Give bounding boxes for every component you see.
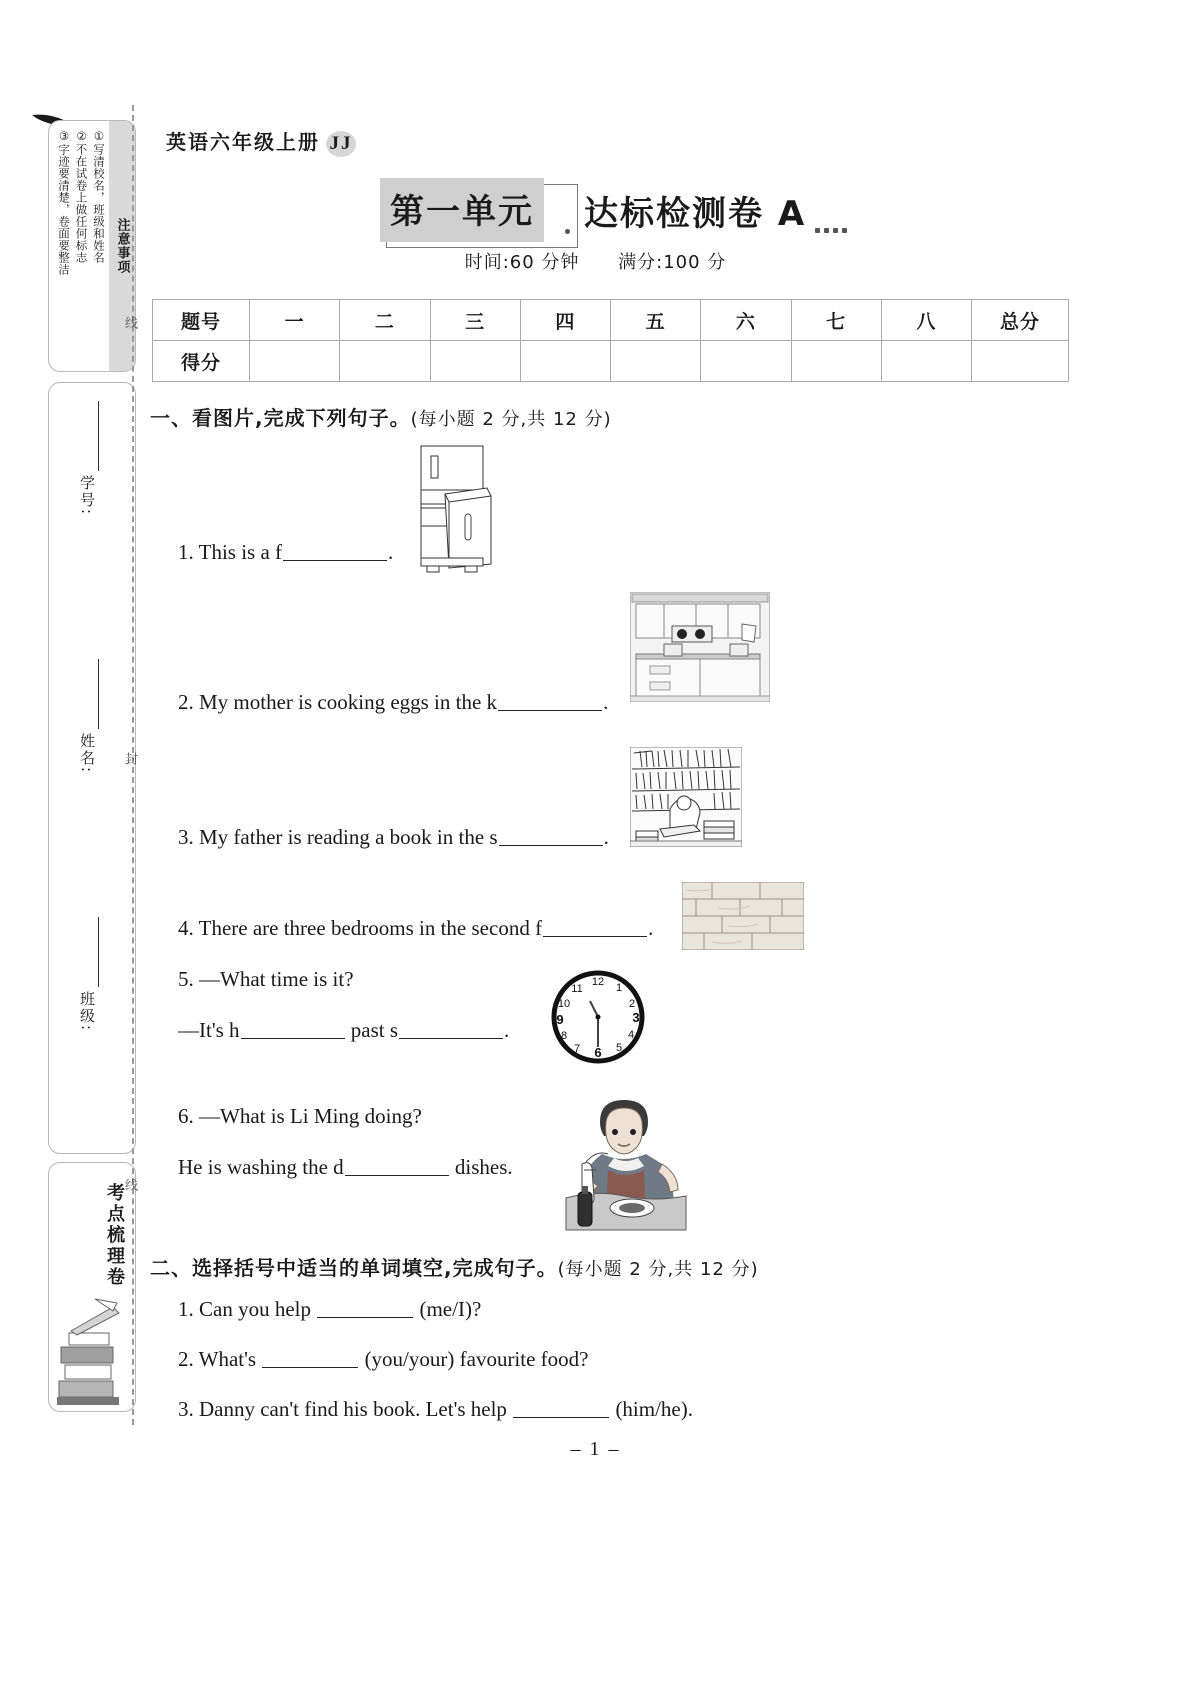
s1-q2-num: 2. bbox=[178, 690, 194, 714]
notice-title: 注意事项 bbox=[109, 121, 135, 371]
score-cell-3[interactable] bbox=[430, 341, 520, 382]
score-cell-4[interactable] bbox=[520, 341, 610, 382]
row-label-question-no: 题号 bbox=[153, 300, 250, 341]
paper-title bbox=[380, 178, 806, 242]
row-label-score: 得分 bbox=[153, 341, 250, 382]
s1-q5-answer-a: —It's h bbox=[178, 1018, 240, 1042]
s1-q4-answer-blank[interactable] bbox=[543, 918, 647, 937]
s1-q6-answer-a: He is washing the d bbox=[178, 1155, 344, 1179]
clock-image bbox=[548, 967, 648, 1067]
svg-text:4: 4 bbox=[627, 1029, 635, 1041]
col-header-2: 二 bbox=[340, 300, 430, 341]
score-cell-5[interactable] bbox=[611, 341, 701, 382]
s1-q6-line-1 bbox=[178, 1104, 513, 1129]
notice-item-1: ①写清校名，班级和姓名 bbox=[92, 129, 106, 264]
s1-q3-num: 3. bbox=[178, 825, 194, 849]
svg-text:2: 2 bbox=[628, 998, 636, 1010]
score-cell-6[interactable] bbox=[701, 341, 791, 382]
unit-title-wrap bbox=[380, 178, 544, 242]
subject-title: 英语六年级上册 JJ bbox=[166, 126, 356, 157]
table-row-question-no bbox=[153, 300, 1069, 341]
svg-text:7: 7 bbox=[573, 1043, 581, 1055]
col-header-5: 五 bbox=[611, 300, 701, 341]
svg-text:1: 1 bbox=[615, 982, 623, 994]
student-id-rule[interactable] bbox=[98, 401, 99, 471]
category-label: 考点梳理卷 bbox=[104, 1183, 125, 1288]
student-class-label: 班级: bbox=[78, 991, 96, 1033]
col-header-7: 七 bbox=[791, 300, 881, 341]
s1-q6-num: 6. bbox=[178, 1104, 194, 1128]
seal-word-middle: 封 bbox=[122, 752, 137, 767]
s1-q5-answer-blank-2[interactable] bbox=[399, 1020, 503, 1039]
score-cell-7[interactable] bbox=[791, 341, 881, 382]
seal-word-bottom: 线 bbox=[122, 1178, 137, 1193]
s1-q5-answer-b: past s bbox=[350, 1018, 399, 1042]
score-cell-total[interactable] bbox=[972, 341, 1069, 382]
page-footer: – 1 – bbox=[570, 1438, 621, 1460]
s2-question-3 bbox=[178, 1397, 693, 1422]
s1-question-6 bbox=[178, 1104, 513, 1180]
s1-q2-answer-blank[interactable] bbox=[498, 692, 602, 711]
student-name-rule[interactable] bbox=[98, 659, 99, 729]
col-header-8: 八 bbox=[881, 300, 971, 341]
unit-title-dot bbox=[565, 229, 570, 234]
section-2-points: (每小题 2 分,共 12 分) bbox=[557, 1259, 759, 1280]
s2-q3-answer-blank[interactable] bbox=[513, 1399, 609, 1418]
section-1-heading: 一、看图片,完成下列句子。(每小题 2 分,共 12 分) bbox=[150, 406, 612, 430]
s2-q2-text-a: What's bbox=[198, 1347, 257, 1371]
score-cell-1[interactable] bbox=[250, 341, 340, 382]
s1-q1-text-b: . bbox=[388, 540, 394, 564]
svg-text:11: 11 bbox=[571, 983, 583, 995]
svg-text:10: 10 bbox=[557, 998, 571, 1010]
s2-q2-answer-blank[interactable] bbox=[262, 1349, 358, 1368]
s1-q5-line-2 bbox=[178, 1018, 509, 1043]
s1-q5-prompt: —What time is it? bbox=[199, 967, 354, 991]
s2-q1-num: 1. bbox=[178, 1297, 194, 1321]
s1-question-3 bbox=[178, 825, 609, 850]
study-room-image bbox=[630, 747, 742, 847]
s2-q2-text-b: (you/your) favourite food? bbox=[364, 1347, 589, 1371]
books-decoration-icon bbox=[55, 1289, 127, 1407]
s2-q3-text-a: Danny can't find his book. Let's help bbox=[199, 1397, 507, 1421]
student-id-label: 学号: bbox=[78, 475, 96, 517]
s2-q1-text-b: (me/I)? bbox=[419, 1297, 482, 1321]
unit-title: 第一单元 bbox=[380, 178, 544, 242]
notice-item-2: ②不在试卷上做任何标志 bbox=[74, 129, 89, 264]
score-cell-8[interactable] bbox=[881, 341, 971, 382]
svg-text:3: 3 bbox=[632, 1010, 640, 1025]
s1-q1-num: 1. bbox=[178, 540, 194, 564]
s1-q5-num: 5. bbox=[178, 967, 194, 991]
table-row-score bbox=[153, 341, 1069, 382]
s1-q3-text-b: . bbox=[603, 825, 609, 849]
s1-q6-prompt: —What is Li Ming doing? bbox=[199, 1104, 422, 1128]
s1-q5-answer-blank-1[interactable] bbox=[241, 1020, 345, 1039]
exam-total-score: 满分:100 分 bbox=[618, 252, 727, 273]
s1-q3-text-a: My father is reading a book in the s bbox=[199, 825, 498, 849]
kitchen-image bbox=[630, 592, 770, 702]
svg-text:5: 5 bbox=[615, 1042, 623, 1054]
s1-q5-answer-c: . bbox=[504, 1018, 510, 1042]
floor-image bbox=[682, 882, 804, 950]
svg-text:6: 6 bbox=[594, 1045, 602, 1060]
col-header-4: 四 bbox=[520, 300, 610, 341]
notice-items bbox=[49, 121, 109, 371]
s2-question-2 bbox=[178, 1347, 589, 1372]
s1-q2-text-a: My mother is cooking eggs in the k bbox=[199, 690, 498, 714]
s1-question-2 bbox=[178, 690, 608, 715]
s1-question-1 bbox=[178, 540, 393, 565]
s2-q3-num: 3. bbox=[178, 1397, 194, 1421]
s1-q1-text-a: This is a f bbox=[198, 540, 283, 564]
s2-q3-text-b: (him/he). bbox=[615, 1397, 693, 1421]
boy-washing-dishes-image bbox=[562, 1092, 690, 1232]
s1-q4-text-a: There are three bedrooms in the second f bbox=[198, 916, 543, 940]
s1-q1-answer-blank[interactable] bbox=[283, 542, 387, 561]
refrigerator-image bbox=[415, 444, 495, 574]
col-header-total: 总分 bbox=[972, 300, 1069, 341]
score-table bbox=[152, 299, 1069, 382]
title-decor-dots bbox=[815, 228, 847, 233]
score-cell-2[interactable] bbox=[340, 341, 430, 382]
s1-q6-answer-blank[interactable] bbox=[345, 1157, 449, 1176]
s2-q1-text-a: Can you help bbox=[199, 1297, 311, 1321]
svg-text:8: 8 bbox=[560, 1030, 568, 1042]
svg-text:9: 9 bbox=[556, 1012, 564, 1027]
s1-question-5 bbox=[178, 967, 509, 1043]
notice-item-3: ③字迹要清楚，卷面要整洁 bbox=[56, 129, 71, 276]
s1-q2-text-b: . bbox=[603, 690, 609, 714]
s1-q4-text-b: . bbox=[648, 916, 654, 940]
paper-title-main: 达标检测卷 A bbox=[584, 193, 807, 234]
s1-q6-line-2 bbox=[178, 1155, 513, 1180]
s2-q2-num: 2. bbox=[178, 1347, 194, 1371]
student-name-label: 姓名: bbox=[78, 733, 96, 775]
category-box bbox=[48, 1162, 136, 1412]
section-2-heading: 二、选择括号中适当的单词填空,完成句子。(每小题 2 分,共 12 分) bbox=[150, 1256, 759, 1280]
notice-box bbox=[48, 120, 136, 372]
svg-text:12: 12 bbox=[591, 976, 605, 988]
section-1-points: (每小题 2 分,共 12 分) bbox=[410, 409, 612, 430]
col-header-6: 六 bbox=[701, 300, 791, 341]
s2-q1-answer-blank[interactable] bbox=[317, 1299, 413, 1318]
student-info-box bbox=[48, 382, 136, 1154]
student-class-rule[interactable] bbox=[98, 917, 99, 987]
col-header-1: 一 bbox=[250, 300, 340, 341]
s1-q5-line-1 bbox=[178, 967, 509, 992]
s1-question-4 bbox=[178, 916, 653, 941]
exam-time: 时间:60 分钟 bbox=[464, 252, 580, 273]
s1-q3-answer-blank[interactable] bbox=[499, 827, 603, 846]
s1-q4-num: 4. bbox=[178, 916, 194, 940]
s1-q6-answer-b: dishes. bbox=[454, 1155, 513, 1179]
seal-word-top: 线 bbox=[122, 316, 137, 331]
edition-badge: JJ bbox=[326, 131, 356, 157]
s2-question-1 bbox=[178, 1297, 481, 1322]
col-header-3: 三 bbox=[430, 300, 520, 341]
exam-meta bbox=[0, 248, 1191, 274]
